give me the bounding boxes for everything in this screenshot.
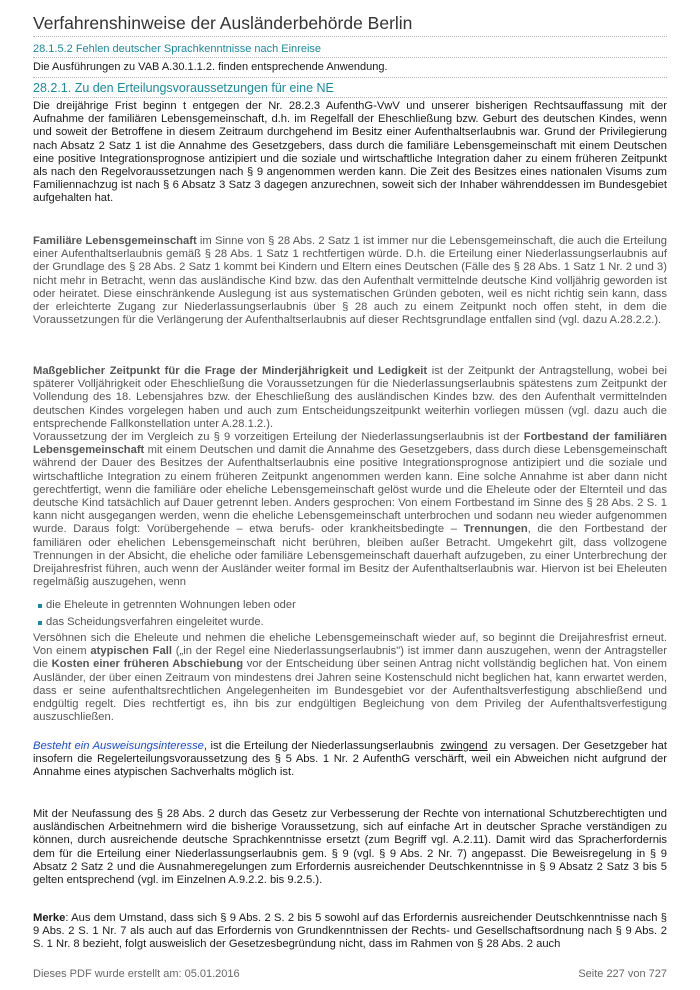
section-divider-top (33, 77, 667, 78)
paragraph-sprachkenntnisse: Mit der Neufassung des § 28 Abs. 2 durch das Gesetz zur Verbesserung der Rechte von international Schutzberechtigten und ausländischen Arbeitnehmern wird die bisherige Voraussetzung, sich auf einfache Art in deutscher Sprache verständigen zu können, durch ausreichende deutsche Sprachkenntnisse ersetzt (zum Begriff vgl. A.2.11). Damit wird das Spracherfordernis dem für die Erteilung einer Niederlassungserlaubnis gem. § 9 (vgl. § 9 Abs. 2 Nr. 7) angepasst. Die Beweisregelung in § 9 Absatz 2 Satz 2 und die Ausnahmeregelungen zum Erfordernis ausreichender Deutschkenntnisse in § 9 Absatz 2 Satz 3 bis 5 gelten entsprechend (vgl. im Einzelnen A.9.2.2. bis 9.2.5.). (33, 808, 667, 887)
section-heading: 28.2.1. Zu den Erteilungsvoraussetzungen für eine NE (33, 81, 334, 95)
bullet-icon (38, 621, 42, 625)
bullet-list (33, 597, 667, 631)
paragraph-fortbestand: Voraussetzung der im Vergleich zu § 9 vorzeitigen Erteilung der Niederlassungserlaubnis ist der Fortbestand der familiären Lebensgemeinschaft mit einem Deutschen und damit die Annahme des Gesetzgebers, dass durch diese Lebensgemeinschaft während der Dauer des Besitzes der Aufenthaltserlaubnis eine positive Integrationsprognose antizipiert und die soziale und wirtschaftliche Integration zu einem früheren Zeitpunkt angenommen werden kann. Eine solche Annahme ist aber dann nicht gerechtfertigt, wenn die familiäre oder eheliche Lebensgemeinschaft gelöst wurde und die Eheleute oder der Elternteil und das deutsche Kind tatsächlich auf Dauer getrennt leben. Anders gesprochen: Von einem Fortbestand im Sinne des § 28 Abs. 2 S. 1 kann nicht ausgegangen werden, wenn die eheliche Lebensgemeinschaft unterbrochen und sodann neu wieder aufgenommen wurde. Daraus folgt: Vorübergehende – etwa berufs- oder krankheitsbedingte – Trennungen, die den Fortbestand der familiären oder ehelichen Lebensgemeinschaft nicht berühren, bleiben außer Betracht. Umgekehrt gilt, dass vollzogene Trennungen in der Absicht, die eheliche oder familiäre Lebensgemeinschaft dauerhaft aufzugeben, zu einer Unterbrechung der Dreijahresfrist führen, auch wenn der Ausländer weiter formal im Besitz der Aufenthaltserlaubnis war. Hiervon ist bei Eheleuten regelmäßig auszugehen, wenn (33, 431, 667, 589)
document-title: Verfahrenshinweise der Ausländerbehörde Berlin (33, 13, 413, 33)
term-abschiebungskosten: Kosten einer früheren Abschiebung (51, 658, 244, 671)
title-divider (33, 36, 667, 37)
ausweisungsinteresse-link[interactable]: Besteht ein Ausweisungsinteresse (33, 740, 204, 752)
paragraph-merke: Merke: Aus dem Umstand, dass sich § 9 Abs. 2 S. 2 bis 5 sowohl auf das Erfordernis ausreichender Deutschkenntnisse nach § 9 Abs. 2 S. 1 Nr. 7 als auch auf das Erfordernis von Grundkenntnissen der Rechts- und Gesellschaftsordnung nach § 9 Abs. 2 S. 1 Nr. 8 bezieht, folgt ausweislich der Gesetzesbegründung nicht, dass im Rahmen von § 28 Abs. 2 auch (33, 912, 667, 951)
subsection-heading: 28.1.5.2 Fehlen deutscher Sprachkenntnisse nach Einreise (33, 43, 322, 55)
list-item: das Scheidungsverfahren eingeleitet wurde. (33, 614, 667, 631)
footer-created-date: Dieses PDF wurde erstellt am: 05.01.2016 (33, 968, 240, 980)
paragraph-familiaere-lebensgemeinschaft: Familiäre Lebensgemeinschaft im Sinne von § 28 Abs. 2 Satz 1 ist immer nur die Lebensgemeinschaft, die auch die Erteilung einer Aufenthaltserlaubnis gemäß § 28 Abs. 1 Satz 1 rechtfertigen würde. D.h. die Erteilung einer Niederlassungserlaubnis auf der Grundlage des § 28 Abs. 2 Satz 1 kommt bei Kindern und Eltern eines Deutschen (Fälle des § 28 Abs. 1 Satz 1 Nr. 2 und 3) nicht mehr in Betracht, wenn das ausländische Kind bzw. das den Aufenthalt vermittelnde deutsche Kind volljährig geworden ist oder heiratet. Diese einschränkende Auslegung ist aus systematischen Gründen geboten, weil es nicht richtig sein kann, dass der erleichterte Zugang zur Niederlassungserlaubnis über § 28 auch zu einem Zeitpunkt noch offen steht, in dem die Voraussetzungen für die Verlängerung der Aufenthaltserlaubnis auf dieser Rechtsgrundlage entfallen sind (vgl. dazu A.28.2.2.). (33, 235, 667, 327)
term-fortbestand: Fortbestand der familiären Lebensgemeinschaft (33, 431, 667, 457)
term-trennungen: Trennungen (463, 523, 528, 536)
footer-page-number: Seite 227 von 727 (578, 968, 667, 980)
bullet-icon (38, 604, 42, 608)
paragraph-zeitpunkt: Maßgeblicher Zeitpunkt für die Frage der Minderjährigkeit und Ledigkeit ist der Zeitpunkt der Antragstellung, wobei bei späterer Volljährigkeit oder Eheschließung die Voraussetzungen für die Niederlassungserlaubnis spätestens zum Zeitpunkt der Vollendung des 18. Lebensjahres bzw. der Eheschließung des ausländischen Kindes bzw. des den Aufenthalt vermittelnden deutschen Kindes vorgelegen haben und auch zum Entscheidungszeitpunkt weiterhin vorliegen müssen (vgl. dazu auch die entsprechende Fallkonstellation unter A.28.1.2.). (33, 365, 667, 430)
paragraph-ausweisungsinteresse: Besteht ein Ausweisungsinteresse, ist die Erteilung der Niederlassungserlaubnis zwingend zu versagen. Der Gesetzgeber hat insofern die Regelerteilungsvoraussetzung des § 5 Abs. 1 Nr. 2 AufenthG verschärft, weil ein Abweichen nicht aufgrund der Annahme eines atypischen Sachverhalts möglich ist. (33, 740, 667, 779)
term-merke: Merke (33, 912, 66, 924)
term-massgeblicher-zeitpunkt: Maßgeblicher Zeitpunkt für die Frage der Minderjährigkeit und Ledigkeit (33, 365, 428, 377)
term-familiaere-lebensgemeinschaft: Familiäre Lebensgemeinschaft (33, 235, 197, 247)
term-atypischer-fall: atypischen Fall (90, 645, 172, 658)
list-item: die Eheleute in getrennten Wohnungen leben oder (33, 597, 667, 614)
subsection-text: Die Ausführungen zu VAB A.30.1.1.2. finden entsprechende Anwendung. (33, 61, 388, 73)
section-divider-bottom (33, 97, 667, 98)
paragraph-atypischer-fall: Versöhnen sich die Eheleute und nehmen die eheliche Lebensgemeinschaft wieder auf, so beginnt die Dreijahresfrist erneut. Von einem atypischen Fall („in der Regel eine Niederlassungserlaubnis") ist immer dann auszugehen, wenn der Antragsteller die Kosten einer früheren Abschiebung vor der Entscheidung über seinen Antrag nicht vollständig beglichen hat. Von einem Ausländer, der über einen Zeitraum von mindestens drei Jahren seine Kostenschuld nicht beglichen hat, kann erwartet werden, dass er seine aufenthaltsrechtlichen Angelegenheiten im Bundesgebiet vor der Aufenthaltsverfestigung abschließend und endgültig regelt. Dies rechtfertigt es, ihn bis zur endgültigen Begleichung von dem Privileg der Aufenthaltsverfestigung auszuschließen. (33, 632, 668, 724)
paragraph-frist: Die dreijährige Frist beginn t entgegen der Nr. 28.2.3 AufenthG-VwV und unserer bisherigen Rechtsauffassung mit der Aufnahme der familiären Lebensgemeinschaft, d.h. im Regelfall der Eheschließung bzw. Geburt des deutschen Kindes, wenn und soweit der Betroffene in diesem Zeitraum durchgehend im Besitz einer Aufenthaltserlaubnis war. Grund der Privilegierung nach Absatz 2 Satz 1 ist die Annahme des Gesetzgebers, dass durch die familiäre Lebensgemeinschaft mit einem Deutschen eine positive Integrationsprognose antizipiert und die soziale und wirtschaftliche Integration daher zu einem früheren Zeitpunkt als nach den Regelvoraussetzungen nach § 9 angenommen werden kann. Die Zeit des Besitzes eines nationalen Visums zum Familiennachzug ist nach § 6 Absatz 3 Satz 3 dagegen anzurechnen, soweit sich der Inhaber währenddessen im Bundesgebiet aufgehalten hat. (33, 100, 667, 205)
term-zwingend: zwingend (440, 740, 488, 752)
subsection-divider (33, 57, 667, 58)
